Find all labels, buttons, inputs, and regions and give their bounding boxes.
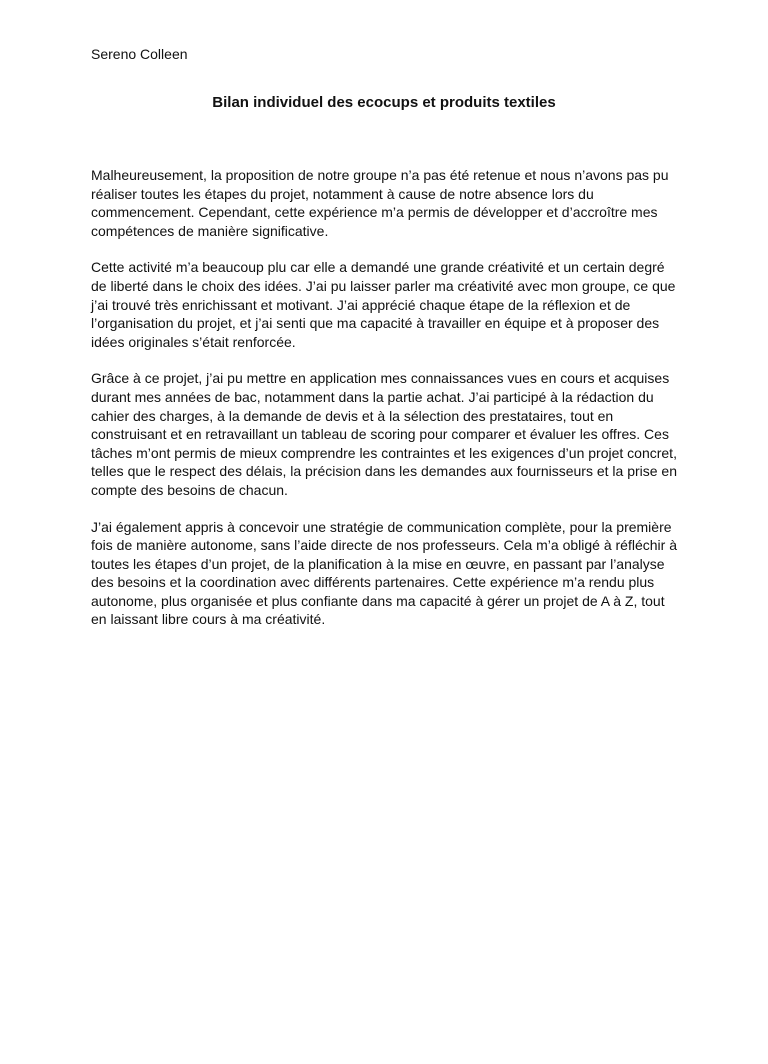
paragraph: Malheureusement, la proposition de notre groupe n’a pas été retenue et nous n’avons pas pu réaliser toutes les étapes du projet, notamment à cause de notre absence lors du commencement. Cependant, cette expérience m’a permis de développer et d’accroître mes compétences de manière significative. [91,167,669,239]
document-body [91,166,681,647]
author-name: Sereno Colleen [91,46,188,62]
paragraph: Cette activité m’a beaucoup plu car elle a demandé une grande créativité et un certain degré de liberté dans le choix des idées. J’ai pu laisser parler ma créativité avec mon groupe, ce que j’ai trouvé très enrichissant et motivant. J’ai apprécié chaque étape de la réflexion et de l’organisation du projet, et j’ai senti que ma capacité à travailler en équipe et à proposer des idées originales s’était renforcée. [91,259,676,350]
paragraph: J’ai également appris à concevoir une stratégie de communication complète, pour la première fois de manière autonome, sans l’aide directe de nos professeurs. Cela m’a obligé à réfléchir à toutes les étapes d’un projet, de la planification à la mise en œuvre, en passant par l’analyse des besoins et la coordination avec différents partenaires. Cette expérience m’a rendu plus autonome, plus organisée et plus confiante dans ma capacité à gérer un projet de A à Z, tout en laissant libre cours à ma créativité. [91,518,677,628]
document-title: Bilan individuel des ecocups et produits textiles [212,94,556,111]
paragraph: Grâce à ce projet, j’ai pu mettre en application mes connaissances vues en cours et acquises durant mes années de bac, notamment dans la partie achat. J’ai participé à la rédaction du cahier des charges, à la demande de devis et à la sélection des prestataires, tout en construisant et en retravaillant un tableau de scoring pour comparer et évaluer les offres. Ces tâches m’ont permis de mieux comprendre les contraintes et les exigences d’un projet concret, telles que le respect des délais, la précision dans les demandes aux fournisseurs et la prise en compte des besoins de chacun. [91,370,677,498]
